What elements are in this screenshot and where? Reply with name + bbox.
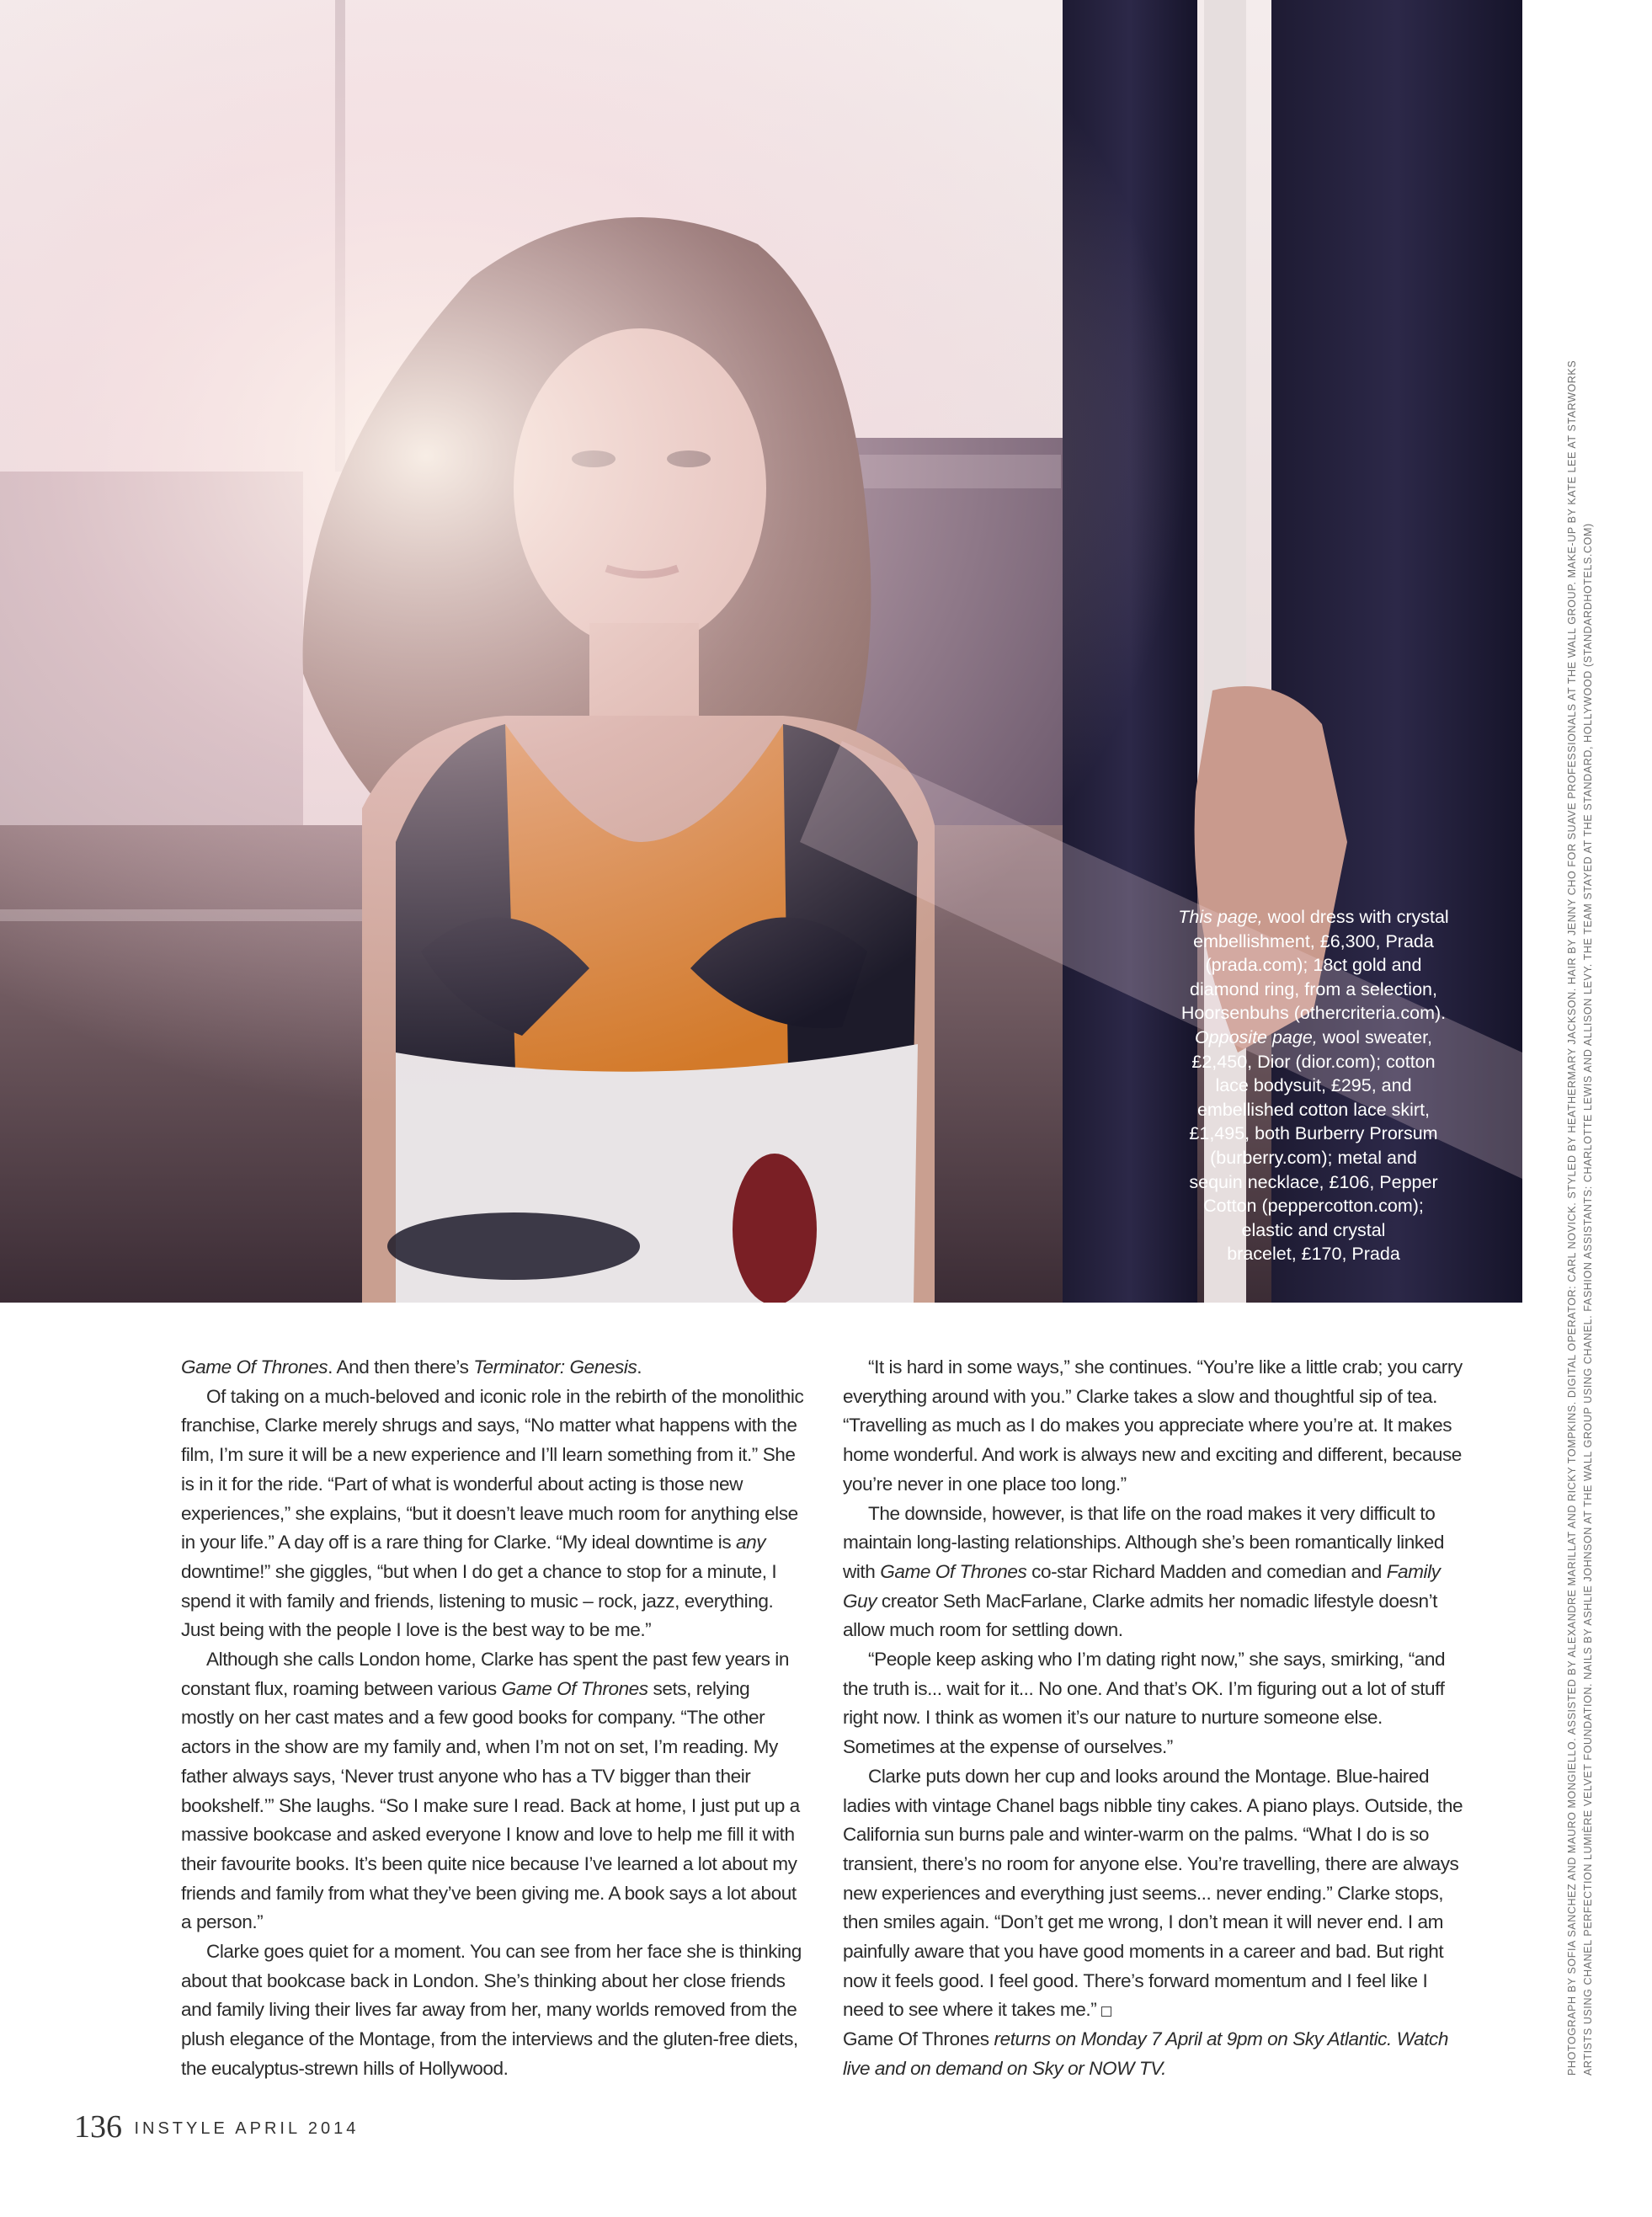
article-paragraph	[181, 1353, 804, 1383]
article-paragraph	[843, 2025, 1466, 2083]
paragraph-text: Of taking on a much-beloved and iconic role in the rebirth of the monolithic franchise, Clarke merely shrugs and says, “No matter what happens with the film, I’m sure it will be a new experience and I’ll learn something from it.” She is in it for the ride. “Part of what is wonderful about acting is those new experiences,” she explains, “but it doesn’t leave much room for anything else in your life.” A day off is a rare thing for Clarke. “My ideal downtime is	[181, 1385, 804, 1553]
paragraph-text: Clarke puts down her cup and looks around the Montage. Blue-haired ladies with vintage Chanel bags nibble tiny cakes. A piano plays. Outside, the California sun burns pale and winter-warm on the palms. “What I do is so transient, there’s no room for anyone else. You’re travelling, there are always new experiences and everything just seems... never ending.” Clarke stops, then smiles again. “Don’t get me wrong, I don’t mean it will never end. I am painfully aware that you have good moments in a career and bad. But right now it feels good. I feel good. There’s forward momentum and I feel like I need to see where it takes me.”	[843, 1765, 1463, 2021]
caption-text: wool sweater,	[1317, 1026, 1433, 1047]
caption-text: Cotton (peppercotton.com);	[1203, 1196, 1424, 1217]
caption-line	[1154, 978, 1473, 1002]
paragraph-text: co-star Richard Madden and comedian and	[1026, 1560, 1387, 1582]
credits-line-1: PHOTOGRAPH BY SOFIA SANCHEZ AND MAURO MONGIELLO. ASSISTED BY ALEXANDRE MARILLAT AND RICKY TOMPKINS. DIGITAL OPERATOR: CARL NOVICK. STYLED BY HEATHERMARY JACKSON. HAIR BY JENNY CHO FOR SUAVE PROFESSIONALS AT THE WALL GROUP. MAKE-UP BY KATE LEE AT STARWORKS	[1566, 360, 1578, 2076]
caption-text: This page,	[1178, 907, 1263, 927]
paragraph-text: . And then there’s	[328, 1356, 474, 1378]
paragraph-text: Clarke goes quiet for a moment. You can see from her face she is thinking about that bookcase back in London. She’s thinking about her close friends and family living their lives far away from her, many worlds removed from the plush elegance of the Montage, from the interviews and the gluten-free diets, the eucalyptus-strewn hills of Hollywood.	[181, 1941, 802, 2079]
article-paragraph	[181, 1937, 804, 2084]
article-paragraph	[181, 1383, 804, 1645]
caption-text: Opposite page,	[1194, 1026, 1318, 1047]
photo-credits	[1564, 223, 1596, 2076]
caption-text: (prada.com); 18ct gold and	[1205, 955, 1422, 976]
paragraph-text: Terminator: Genesis	[473, 1356, 637, 1378]
caption-line	[1154, 1218, 1473, 1243]
caption-text: lace bodysuit, £295, and	[1215, 1075, 1412, 1096]
article-paragraph	[843, 1353, 1466, 1500]
paragraph-text: creator Seth MacFarlane, Clarke admits her nomadic lifestyle doesn’t allow much room for settling down.	[843, 1590, 1437, 1641]
caption-line	[1154, 905, 1473, 930]
article-paragraph	[843, 1500, 1466, 1646]
paragraph-text: Game Of Thrones	[843, 2028, 989, 2050]
paragraph-text: downtime!” she giggles, “but when I do get a chance to stop for a minute, I spend it with family and friends, listening to music – rock, jazz, everything. Just being with the people I love is the best way to be me.”	[181, 1560, 777, 1641]
paragraph-text: any	[736, 1532, 766, 1553]
paragraph-text: Although she calls London home, Clarke has spent the past few years in constant flux, roaming between various	[181, 1649, 789, 1699]
caption-text: (burberry.com); metal and	[1210, 1147, 1417, 1168]
page-footer	[74, 2108, 359, 2145]
caption-line	[1154, 1001, 1473, 1026]
end-mark-icon	[1101, 2006, 1111, 2017]
caption-line	[1154, 1170, 1473, 1195]
photo-caption	[1154, 905, 1473, 1266]
article-paragraph	[843, 1762, 1466, 2025]
caption-line	[1154, 1242, 1473, 1266]
caption-line	[1154, 1050, 1473, 1074]
paragraph-text: .	[637, 1356, 642, 1378]
caption-line	[1154, 1146, 1473, 1170]
paragraph-text: Family Guy	[843, 1560, 1441, 1612]
caption-text: embellished cotton lace skirt,	[1196, 1099, 1431, 1120]
paragraph-text: Game Of Thrones	[880, 1560, 1027, 1582]
credits-line-2: ARTISTS USING CHANEL PERFECTION LUMIÈRE VELVET FOUNDATION. NAILS BY ASHLIE JOHNSON AT THE WALL GROUP USING CHANEL. FASHION ASSISTANTS: CHARLOTTE LEWIS AND ALLISON LEVY. THE TEAM STAYED AT THE STANDARD, HOLLYWOOD (STANDARDHOTELS.COM)	[1582, 523, 1594, 2076]
caption-text: elastic and crystal	[1241, 1219, 1386, 1240]
caption-text: Hoorsenbuhs (othercriteria.com).	[1180, 1003, 1447, 1024]
article-paragraph	[843, 1645, 1466, 1762]
paragraph-text: The downside, however, is that life on the road makes it very difficult to maintain long-lasting relationships. Although she’s been romantically linked with	[843, 1502, 1444, 1582]
article-paragraph	[181, 1645, 804, 1937]
paragraph-text: returns on Monday 7 April at 9pm on Sky Atlantic. Watch live and on demand on Sky or NOW TV.	[843, 2028, 1449, 2079]
article-column-left	[181, 1353, 804, 2084]
caption-line	[1154, 953, 1473, 978]
caption-text: wool dress with crystal	[1262, 907, 1449, 927]
magazine-issue: INSTYLE APRIL 2014	[134, 2119, 360, 2138]
paragraph-text: Game Of Thrones	[181, 1356, 328, 1378]
caption-line	[1154, 1074, 1473, 1098]
caption-line	[1154, 1098, 1473, 1122]
caption-text: bracelet, £170, Prada	[1227, 1244, 1400, 1265]
paragraph-text: “It is hard in some ways,” she continues. “You’re like a little crab; you carry everything around with you.” Clarke takes a slow and thoughtful sip of tea. “Travelling as much as I do makes you appreciate where you’re at. It makes home wonderful. And work is always new and exciting and different, because you’re never in one place too long.”	[843, 1356, 1463, 1495]
paragraph-text: Game Of Thrones	[501, 1677, 648, 1699]
caption-text: £2,450, Dior (dior.com); cotton	[1191, 1051, 1436, 1072]
caption-text: diamond ring, from a selection,	[1190, 978, 1437, 999]
caption-line	[1154, 930, 1473, 954]
caption-line	[1154, 1026, 1473, 1050]
caption-text: £1,495, both Burberry Prorsum	[1189, 1123, 1438, 1144]
caption-text: embellishment, £6,300, Prada	[1193, 930, 1434, 951]
paragraph-text: sets, relying mostly on her cast mates and a few good books for company. “The other actors in the show are my family and, when I’m not on set, I’m reading. My father always says, ‘Never trust anyone who has a TV bigger than their bookshelf.’” She laughs. “So I make sure I read. Back at home, I just put up a massive bookcase and asked everyone I know and love to help me fill it with their favourite books. It’s been quite nice because I’ve learned a lot about my friends and family from what they’ve been giving me. A book says a lot about a person.”	[181, 1677, 800, 1933]
paragraph-text: “People keep asking who I’m dating right now,” she says, smirking, “and the truth is... wait for it... No one. And that’s OK. I’m figuring out a lot of stuff right now. I think as women it’s our nature to nurture someone else. Sometimes at the expense of ourselves.”	[843, 1649, 1446, 1758]
caption-line	[1154, 1194, 1473, 1218]
article-column-right	[843, 1353, 1466, 2084]
caption-line	[1154, 1122, 1473, 1146]
caption-text: sequin necklace, £106, Pepper	[1189, 1171, 1438, 1192]
page-number: 136	[74, 2109, 122, 2145]
